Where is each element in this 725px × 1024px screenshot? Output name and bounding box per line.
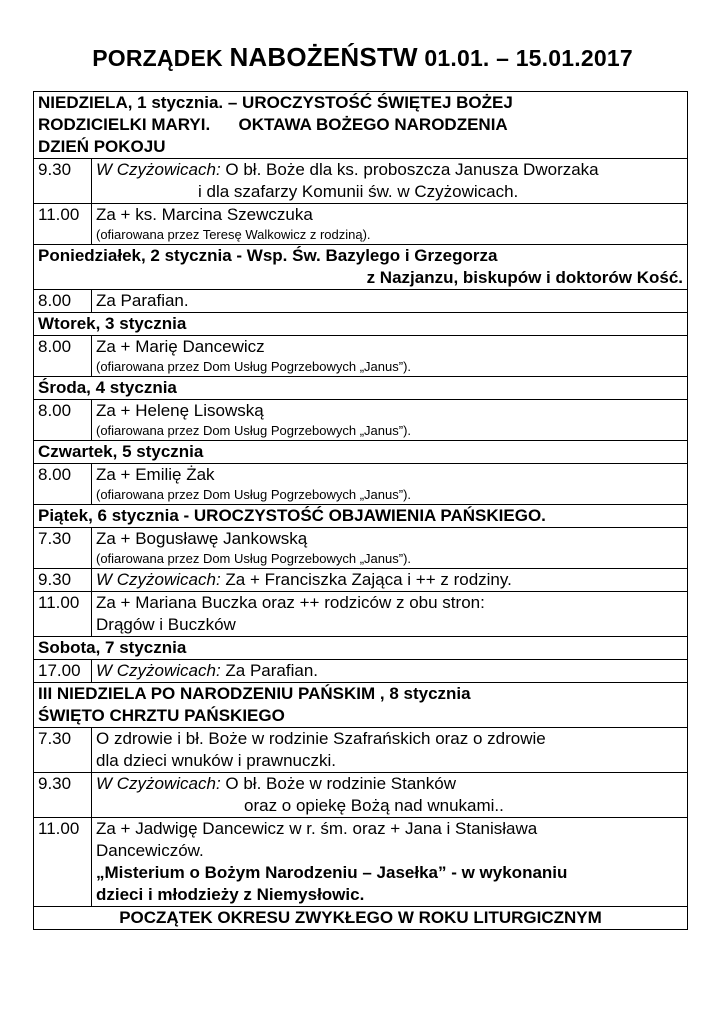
mass-time: 9.30: [34, 773, 92, 818]
mass-row: [34, 569, 688, 592]
day-header: NIEDZIELA, 1 stycznia. – UROCZYSTOŚĆ ŚWIĘTEJ BOŻEJ RODZICIELKI MARYI. OKTAWA BOŻEGO NARODZENIA DZIEŃ POKOJU: [34, 92, 688, 159]
day-header: Czwartek, 5 stycznia: [34, 441, 688, 464]
mass-time: 7.30: [34, 528, 92, 569]
mass-intention: Za Parafian.: [92, 290, 688, 313]
day-header-row: [34, 313, 688, 336]
footer-text: POCZĄTEK OKRESU ZWYKŁEGO W ROKU LITURGICZNYM: [34, 907, 688, 930]
mass-note: (ofiarowana przez Dom Usług Pogrzebowych „Janus”).: [96, 359, 412, 374]
day-header-row: [34, 683, 688, 728]
mass-time: 8.00: [34, 290, 92, 313]
mass-place: W Czyżowicach:: [96, 774, 221, 793]
mass-place: W Czyżowicach:: [96, 570, 221, 589]
mass-row: [34, 528, 688, 569]
day-header: Środa, 4 stycznia: [34, 377, 688, 400]
mass-row: [34, 728, 688, 773]
mass-time: 17.00: [34, 660, 92, 683]
mass-time: 9.30: [34, 159, 92, 204]
mass-intention: Za + Bogusławę Jankowską (ofiarowana przez Dom Usług Pogrzebowych „Janus”).: [92, 528, 688, 569]
schedule-table: [33, 91, 688, 930]
day-header-row: [34, 377, 688, 400]
day-header: III NIEDZIELA PO NARODZENIU PAŃSKIM , 8 stycznia ŚWIĘTO CHRZTU PAŃSKIEGO: [34, 683, 688, 728]
day-header: Poniedziałek, 2 stycznia - Wsp. Św. Bazylego i Grzegorza z Nazjanzu, biskupów i doktorów Kość.: [34, 245, 688, 290]
mass-intention: Za + ks. Marcina Szewczuka (ofiarowana przez Teresę Walkowicz z rodziną).: [92, 204, 688, 245]
day-header-row: [34, 637, 688, 660]
mass-intention: W Czyżowicach: O bł. Boże w rodzinie Stanków oraz o opiekę Bożą nad wnukami..: [92, 773, 688, 818]
mass-row: [34, 204, 688, 245]
event-announcement: dzieci i młodzieży z Niemysłowic.: [96, 885, 365, 904]
mass-intention: Za + Jadwigę Dancewicz w r. śm. oraz + Jana i Stanisława Dancewiczów. „Misterium o Bożym Narodzeniu – Jasełka” - w wykonaniu dzieci i młodzieży z Niemysłowic.: [92, 818, 688, 907]
day-header: Piątek, 6 stycznia - UROCZYSTOŚĆ OBJAWIENIA PAŃSKIEGO.: [34, 505, 688, 528]
mass-row: [34, 464, 688, 505]
mass-note: (ofiarowana przez Dom Usług Pogrzebowych „Janus”).: [96, 423, 412, 438]
mass-intention: O zdrowie i bł. Boże w rodzinie Szafrańskich oraz o zdrowie dla dzieci wnuków i prawnuczki.: [92, 728, 688, 773]
mass-intention: Za + Emilię Żak (ofiarowana przez Dom Usług Pogrzebowych „Janus”).: [92, 464, 688, 505]
title-dates: 01.01. – 15.01.2017: [424, 45, 633, 71]
mass-intention: Za + Mariana Buczka oraz ++ rodziców z obu stron: Drągów i Buczków: [92, 592, 688, 637]
mass-time: 9.30: [34, 569, 92, 592]
mass-intention: Za + Marię Dancewicz (ofiarowana przez Dom Usług Pogrzebowych „Janus”).: [92, 336, 688, 377]
mass-time: 7.30: [34, 728, 92, 773]
title-prefix: PORZĄDEK: [92, 45, 223, 71]
mass-row: [34, 290, 688, 313]
mass-time: 8.00: [34, 464, 92, 505]
day-header-row: [34, 441, 688, 464]
day-header-row: [34, 505, 688, 528]
title-main: NABOŻEŃSTW: [229, 42, 418, 72]
mass-intention: Za + Helenę Lisowską (ofiarowana przez Dom Usług Pogrzebowych „Janus”).: [92, 400, 688, 441]
mass-note: (ofiarowana przez Dom Usług Pogrzebowych „Janus”).: [96, 487, 412, 502]
mass-intention: W Czyżowicach: Za + Franciszka Zająca i ++ z rodziny.: [92, 569, 688, 592]
mass-row: [34, 818, 688, 907]
day-header-row: [34, 92, 688, 159]
mass-place: W Czyżowicach:: [96, 160, 221, 179]
mass-time: 11.00: [34, 818, 92, 907]
page-title: [0, 42, 725, 73]
mass-intention: W Czyżowicach: Za Parafian.: [92, 660, 688, 683]
mass-time: 11.00: [34, 204, 92, 245]
mass-note: (ofiarowana przez Teresę Walkowicz z rodziną).: [96, 227, 371, 242]
mass-row: [34, 592, 688, 637]
day-header: Wtorek, 3 stycznia: [34, 313, 688, 336]
footer-row: [34, 907, 688, 930]
mass-time: 11.00: [34, 592, 92, 637]
event-announcement: „Misterium o Bożym Narodzeniu – Jasełka” - w wykonaniu: [96, 863, 568, 882]
mass-row: [34, 400, 688, 441]
mass-note: (ofiarowana przez Dom Usług Pogrzebowych „Janus”).: [96, 551, 412, 566]
mass-row: [34, 773, 688, 818]
mass-time: 8.00: [34, 400, 92, 441]
mass-row: [34, 660, 688, 683]
day-header: Sobota, 7 stycznia: [34, 637, 688, 660]
mass-place: W Czyżowicach:: [96, 661, 221, 680]
mass-row: [34, 159, 688, 204]
mass-time: 8.00: [34, 336, 92, 377]
mass-row: [34, 336, 688, 377]
day-header-row: [34, 245, 688, 290]
mass-intention: W Czyżowicach: O bł. Boże dla ks. proboszcza Janusza Dworzaka i dla szafarzy Komunii św. w Czyżowicach.: [92, 159, 688, 204]
